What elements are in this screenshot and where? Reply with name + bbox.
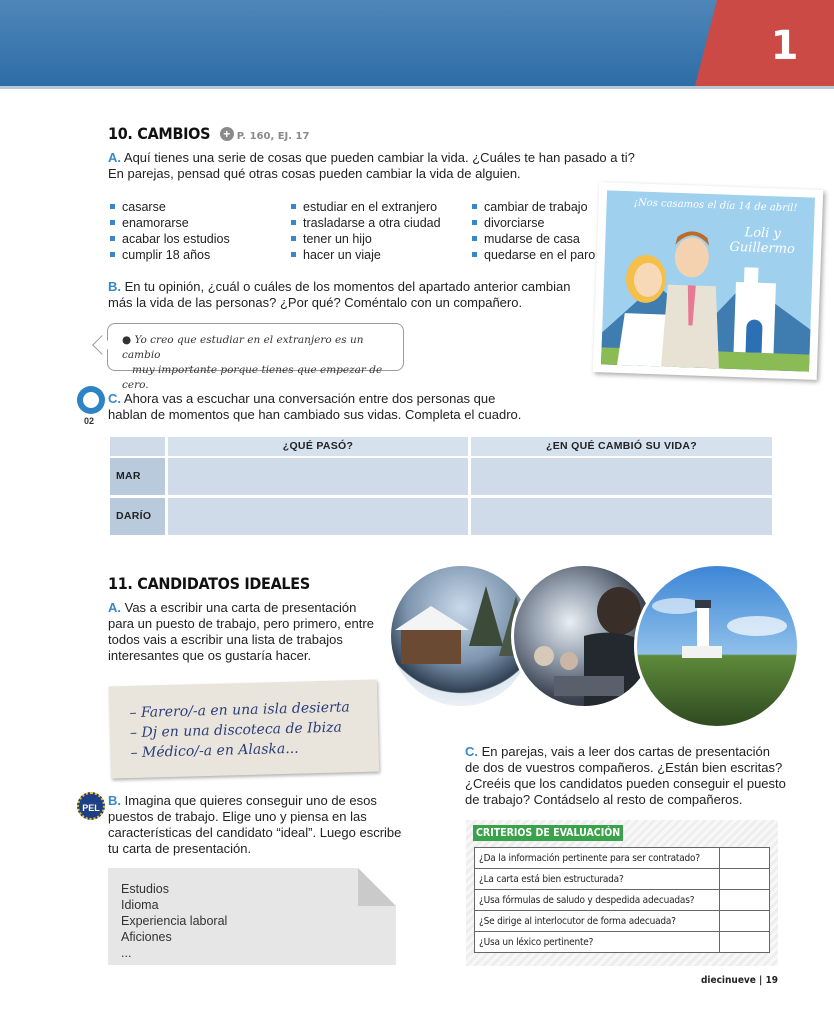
criteria-title: CRITERIOS DE EVALUACIÓN — [473, 825, 623, 841]
card-fold-corner — [358, 868, 396, 906]
letter-a: A. — [108, 150, 121, 165]
bullet-square-icon — [291, 220, 296, 225]
criterion-check-cell[interactable] — [720, 869, 770, 890]
outline-item: Idioma — [121, 898, 159, 912]
unit-number: 1 — [770, 23, 799, 69]
speech-bubble-text — [122, 333, 402, 393]
lighthouse-illustration — [637, 566, 800, 729]
bullet-square-icon — [472, 236, 477, 241]
criterion-check-cell[interactable] — [720, 890, 770, 911]
letter-outline-list — [121, 881, 227, 961]
table-header: ¿QUÉ PASÓ? — [168, 437, 468, 456]
table-row-label: MAR — [110, 458, 165, 495]
section-10-reference — [220, 127, 310, 142]
bubble-line1: Yo creo que estudiar en el extranjero es un cambio — [122, 334, 364, 361]
header-divider — [0, 86, 834, 89]
criterion: ¿La carta está bien estructurada? — [475, 869, 720, 890]
bullet-column-2 — [291, 199, 441, 263]
list-item: trasladarse a otra ciudad — [291, 215, 441, 231]
bullet-column-1 — [110, 199, 230, 263]
headphones-icon — [83, 392, 99, 408]
letter-a: A. — [108, 600, 121, 615]
page-separator: | — [759, 975, 763, 986]
bullet-square-icon — [110, 252, 115, 257]
table-row-label: DARÍO — [110, 498, 165, 535]
plus-icon: + — [220, 127, 234, 141]
reference-text: P. 160, EJ. 17 — [236, 131, 310, 142]
note-line: – Dj en una discoteca de Ibiza — [129, 719, 343, 742]
answer-cell[interactable] — [471, 498, 772, 535]
instruction-b-line2: más la vida de las personas? ¿Por qué? Coméntalo con un compañero. — [108, 295, 523, 310]
bubble-line2: muy importante porque tienes que empezar de cero. — [122, 364, 383, 391]
audio-track-number: 02 — [84, 416, 95, 426]
page-word: diecinueve — [700, 975, 756, 986]
list-item: enamorarse — [110, 215, 230, 231]
table-row — [475, 869, 770, 890]
criterion-check-cell[interactable] — [720, 932, 770, 953]
bullet-square-icon — [110, 236, 115, 241]
wedding-card — [593, 182, 823, 380]
pel-badge-icon: PEL — [77, 792, 105, 820]
instruction-b-line1: En tu opinión, ¿cuál o cuáles de los momentos del apartado anterior cambian — [124, 279, 571, 294]
section-10-a — [108, 150, 668, 182]
list-item: mudarse de casa — [472, 231, 595, 247]
criterion-check-cell[interactable] — [720, 911, 770, 932]
bullet-square-icon — [110, 204, 115, 209]
outline-item: Experiencia laboral — [121, 914, 228, 928]
page-number: 19 — [765, 975, 778, 986]
letter-b: B. — [108, 793, 121, 808]
list-item: cumplir 18 años — [110, 247, 230, 263]
list-item: hacer un viaje — [291, 247, 441, 263]
table-row — [475, 848, 770, 869]
page-footer — [701, 975, 778, 986]
note-line: – Farero/-a en una isla desierta — [129, 699, 350, 722]
section-10-title: 10. CAMBIOS — [108, 124, 211, 143]
card-greeting: ¡Nos casamos el día 14 de abril! — [633, 197, 798, 215]
list-item: tener un hijo — [291, 231, 441, 247]
criterion: ¿Usa fórmulas de saludo y despedida adecuadas? — [475, 890, 720, 911]
list-item: cambiar de trabajo — [472, 199, 595, 215]
list-item: estudiar en el extranjero — [291, 199, 441, 215]
instruction-c-line1: Ahora vas a escuchar una conversación entre dos personas que — [123, 391, 496, 406]
section-11-c: C. En parejas, vais a leer dos cartas de presentación de dos de vuestros compañeros. ¿Están bien escritas? ¿Creéis que los candidatos pueden conseguir el puesto de trabajo? Contádselo al resto de compañeros. — [465, 744, 786, 807]
outline-item: ... — [121, 946, 132, 960]
bullet-square-icon — [291, 236, 296, 241]
table-header: ¿EN QUÉ CAMBIÓ SU VIDA? — [471, 437, 772, 456]
section-10-c — [108, 391, 608, 423]
answer-cell[interactable] — [471, 458, 772, 495]
answer-cell[interactable] — [168, 458, 468, 495]
letter-c: C. — [465, 744, 478, 759]
section-11-title: 11. CANDIDATOS IDEALES — [108, 574, 310, 593]
criterion: ¿Usa un léxico pertinente? — [475, 932, 720, 953]
bullet-square-icon — [472, 252, 477, 257]
letter-b: B. — [108, 279, 121, 294]
bullet-square-icon — [472, 204, 477, 209]
instruction-a-line2: En parejas, pensad qué otras cosas pueden cambiar la vida de alguien. — [108, 166, 521, 181]
answer-cell[interactable] — [168, 498, 468, 535]
section-10-b — [108, 279, 598, 311]
bullet-dot-icon: ● — [122, 334, 135, 346]
list-item: casarse — [110, 199, 230, 215]
letter-c: C. — [108, 391, 121, 406]
table-corner — [110, 437, 165, 456]
table-row — [475, 890, 770, 911]
section-11-a: A. Vas a escribir una carta de presentación para un puesto de trabajo, pero primero, entre todos vais a escribir una lista de trabajos interesantes que os gustaría hacer. — [108, 600, 374, 663]
instruction-a-line1: Aquí tienes una serie de cosas que pueden cambiar la vida. ¿Cuáles te han pasado a ti? — [123, 150, 635, 165]
bullet-square-icon — [291, 204, 296, 209]
bullet-square-icon — [472, 220, 477, 225]
list-item: divorciarse — [472, 215, 595, 231]
bullet-column-3 — [472, 199, 595, 263]
bullet-square-icon — [291, 252, 296, 257]
list-item: acabar los estudios — [110, 231, 230, 247]
table-row — [475, 932, 770, 953]
table-row — [475, 911, 770, 932]
criterion: ¿Da la información pertinente para ser contratado? — [475, 848, 720, 869]
criteria-table — [474, 847, 770, 953]
note-line: – Médico/-a en Alaska... — [130, 740, 299, 762]
instruction-c-line2: hablan de momentos que han cambiado sus vidas. Completa el cuadro. — [108, 407, 522, 422]
card-names: Loli y Guillermo — [729, 225, 796, 258]
outline-item: Aficiones — [121, 930, 172, 944]
outline-item: Estudios — [121, 882, 169, 896]
section-11-b: B. Imagina que quieres conseguir uno de esos puestos de trabajo. Elige uno y piensa en las características del candidato “ideal”. Luego escribe tu carta de presentación. — [108, 793, 402, 856]
photo-lighthouse — [634, 563, 800, 729]
list-item: quedarse en el paro — [472, 247, 595, 263]
note-card-text — [129, 697, 370, 763]
criterion-check-cell[interactable] — [720, 848, 770, 869]
criterion: ¿Se dirige al interlocutor de forma adecuada? — [475, 911, 720, 932]
bullet-square-icon — [110, 220, 115, 225]
section-10-heading — [108, 124, 309, 143]
